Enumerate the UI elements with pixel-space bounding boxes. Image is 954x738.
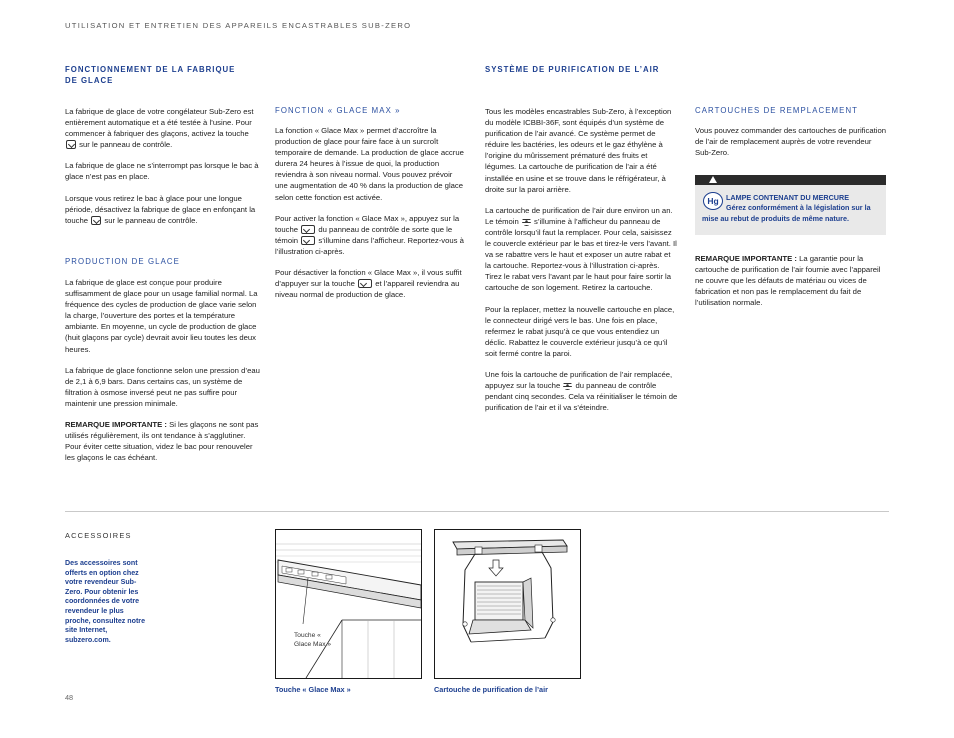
max-ice-p3-b: et l’appareil reviendra au niveau normal de production de glace. <box>275 279 460 300</box>
mercury-hg-icon: Hg <box>703 192 723 210</box>
air-purification-p2-a: La cartouche de purification de l’air dure environ un an. Le témoin <box>485 205 673 226</box>
figure-air-cartridge <box>434 529 581 679</box>
cartridges-note-text: La garantie pour la cartouche de purification de l’air fournie avec l’appareil ne couvre que les défauts de matériau ou vices de fabrication et non pas le remplacement du fait de l’utilisation normale. <box>695 254 881 308</box>
section-divider <box>65 511 889 512</box>
max-ice-section <box>275 125 467 310</box>
accessories-title: ACCESSOIRES <box>65 531 132 540</box>
air-purification-heading: SYSTÈME DE PURIFICATION DE L’AIR <box>485 65 660 74</box>
max-ice-p3 <box>275 267 467 300</box>
max-ice-p1: La fonction « Glace Max » permet d’accroître la production de glace pour faire face à un surcroît temporaire de demande. La production de glace accrue durera 24 heures à l’issue de quoi, la production reviendra à son niveau normal. Vous pouvez prévoir une augmentation de 40 % dans la production de glace selon cette fonction est activée. <box>275 126 464 202</box>
max-ice-button-icon <box>301 225 315 234</box>
cartridges-heading: CARTOUCHES DE REMPLACEMENT <box>695 106 859 115</box>
air-purification-section <box>485 106 678 423</box>
ice-maker-heading-line2: DE GLACE <box>65 76 114 85</box>
max-ice-p2-a: Pour activer la fonction « Glace Max », appuyez sur la touche <box>275 213 460 234</box>
max-ice-p2-c: s’illumine dans l’afficheur. Reportez-vous à l’illustration ci-après. <box>275 235 464 256</box>
mercury-warning-box <box>695 185 886 235</box>
ice-maker-p3 <box>65 193 260 226</box>
max-ice-p2-b: du panneau de contrôle de sorte que le témoin <box>275 224 453 245</box>
air-purification-p4 <box>485 369 678 413</box>
max-ice-heading: FONCTION « GLACE MAX » <box>275 106 401 115</box>
ice-maker-button-icon <box>66 140 76 149</box>
ice-production-note-label: REMARQUE IMPORTANTE : <box>65 420 167 430</box>
max-ice-button-icon <box>358 279 372 288</box>
ice-maker-p3-b: sur le panneau de contrôle. <box>104 215 198 225</box>
ice-maker-heading-line1: FONCTIONNEMENT DE LA FABRIQUE <box>65 65 236 74</box>
warning-header-bar <box>695 175 886 185</box>
cartridges-note <box>695 253 887 308</box>
mercury-warning-title: LAMPE CONTENANT DU MERCURE <box>726 193 849 202</box>
ice-production-p1: La fabrique de glace est conçue pour produire suffisamment de glace pour un usage familial normal. La fréquence des cycles de production de glace varie selon la charge, l’ouverture des portes et la température ambiante. En moyenne, un cycle de production de glace (huit glaçons par cycle) devrait avoir lieu toutes les deux heures. <box>65 278 258 354</box>
cartridges-note-section <box>695 253 887 318</box>
air-purification-p2-b: s’illumine à l’afficheur du panneau de contrôle lorsqu’il faut la remplacer. Pour cela, saisissez le couvercle extérieur par le bas et tirez-le vers l’avant. Il va se rabattre vers le haut et exposer un autre rabat et la cartouche. Reportez-vous à l’illustration ci-après. Tirez le rabat vers l’avant par le haut pour faire sortir la cartouche de son logement. Retirez la cartouche. <box>485 216 677 293</box>
figure-max-ice-caption: Touche « Glace Max » <box>275 685 351 694</box>
cartridges-p1: Vous pouvez commander des cartouches de purification de l’air de remplacement auprès de votre revendeur Sub-Zero. <box>695 126 887 158</box>
air-filter-indicator-icon <box>522 217 531 226</box>
ice-production-note <box>65 419 261 463</box>
air-purification-p3: Pour la replacer, mettez la nouvelle cartouche en place, le connecteur dirigé vers le bas. Une fois en place, refermez le rabat jusqu’à ce que vous entendiez un déclic. Rabattez le couvercle extérieur jusqu’à ce qu’il soit fermé contre la paroi. <box>485 304 675 358</box>
ice-maker-button-icon <box>91 216 101 225</box>
air-purification-p2 <box>485 205 678 294</box>
max-ice-indicator-icon <box>301 236 315 245</box>
air-filter-button-icon <box>563 381 572 390</box>
cartridges-note-label: REMARQUE IMPORTANTE : <box>695 254 797 263</box>
mercury-warning-text <box>702 193 878 224</box>
figure-max-ice-button <box>275 529 422 679</box>
max-ice-callout: Touche « Glace Max » <box>294 632 332 648</box>
running-header: UTILISATION ET ENTRETIEN DES APPAREILS ENCASTRABLES SUB-ZERO <box>65 21 412 30</box>
ice-maker-p1-a: La fabrique de glace de votre congélateur Sub-Zero est entièrement automatique et a été testée à l’usine. Pour commencer à fabriquer des glaçons, activez la touche <box>65 107 254 139</box>
ice-maker-p1-b: sur le panneau de contrôle. <box>79 140 173 150</box>
ice-production-heading: PRODUCTION DE GLACE <box>65 257 180 266</box>
air-purification-p4-a: Une fois la cartouche de purification de l’air remplacée, appuyez sur la touche <box>485 369 673 391</box>
ice-production-p2: La fabrique de glace fonctionne selon une pression d’eau de 2,1 à 6,9 bars. Dans certains cas, un système de filtration à osmose inversé peut ne pas suffire pour maintenir une pression minimale. <box>65 365 260 408</box>
max-ice-p2 <box>275 213 467 257</box>
air-cartridge-illustration <box>435 530 580 678</box>
ice-production-note-text: Si les glaçons ne sont pas utilisés régulièrement, ils ont tendance à s’agglutiner. Pour éviter cette situation, videz le bac pour renouveler les glaçons le cas échéant. <box>65 420 259 463</box>
ice-maker-p3-a: Lorsque vous retirez le bac à glace pour une longue période, désactivez la fabrique de glace en enfonçant la touche <box>65 193 256 225</box>
ice-maker-heading <box>65 64 265 86</box>
max-ice-p3-a: Pour désactiver la fonction « Glace Max », il vous suffit d’appuyer sur la touche <box>275 268 462 289</box>
figure-air-cartridge-caption: Cartouche de purification de l’air <box>434 685 548 694</box>
ice-maker-p1 <box>65 106 260 150</box>
air-purification-p1: Tous les modèles encastrables Sub-Zero, à l’exception du modèle ICBBI-36F, sont équipés d’un système de purification de l’air avancé. Ce système permet de réduire les bactéries, les odeurs et le gaz éthylène à l’origine du mûrissement prématuré des fruits et légumes. La cartouche de purification de l’air a été installée en usine et se trouve dans le réfrigérateur, à droite sur la paroi arrière. <box>485 107 672 194</box>
ice-maker-p2: La fabrique de glace ne s’interrompt pas lorsque le bac à glace n’est pas en place. <box>65 161 259 182</box>
mercury-warning-body: Gérez conformément à la législation sur la mise au rebut de produits de même nature. <box>702 203 871 223</box>
accessories-note: Des accessoires sont offerts en option chez votre revendeur Sub-Zero. Pour obtenir les coordonnées de votre revendeur le plus proche, consultez notre site Internet, subzero.com. <box>65 559 146 644</box>
ice-production-section <box>65 277 261 473</box>
cartridges-intro <box>695 125 887 168</box>
air-purification-p4-b: du panneau de contrôle pendant cinq secondes. Cela va réinitialiser le témoin de purification de l’air et il va s’éteindre. <box>485 381 678 413</box>
warning-triangle-icon <box>709 176 717 183</box>
page-number: 48 <box>65 693 74 702</box>
control-panel-illustration <box>276 530 421 678</box>
ice-maker-section <box>65 106 260 236</box>
